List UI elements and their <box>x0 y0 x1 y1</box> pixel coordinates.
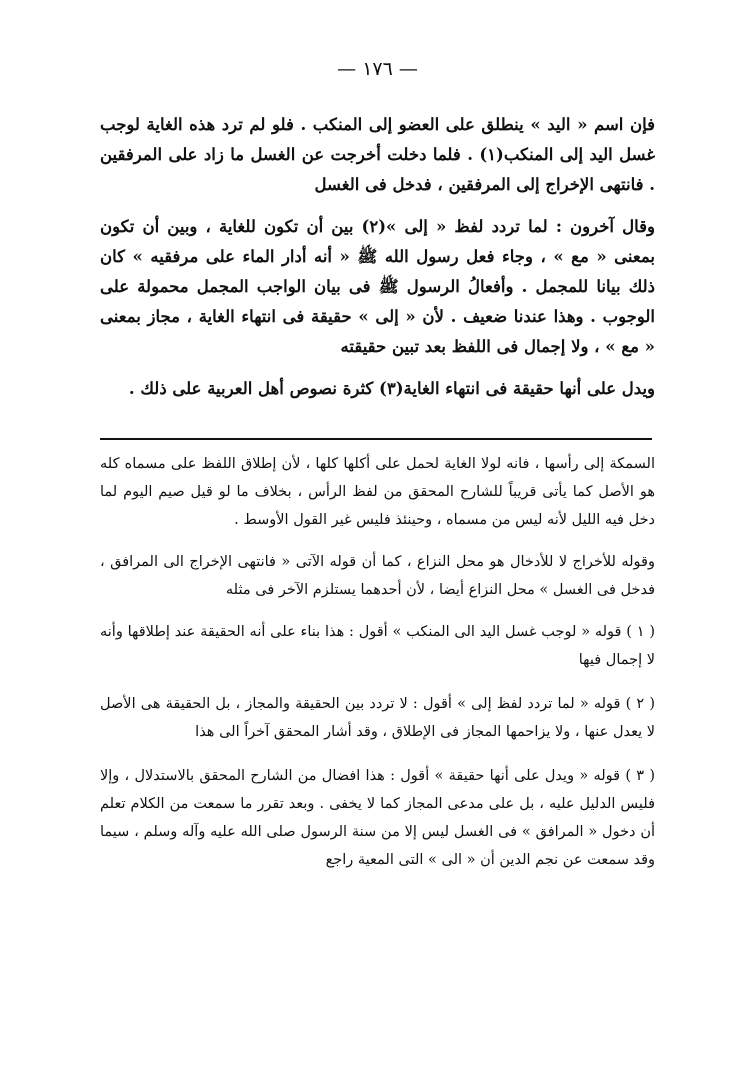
page-number: — ١٧٦ — <box>337 58 418 80</box>
main-paragraph: ويدل على أنها حقيقة فى انتهاء الغاية(٣) كثرة نصوص أهل العربية على ذلك . <box>128 379 655 398</box>
footnote-item: ( ٣ ) قوله « ويدل على أنها حقيقة » أقول : هذا افضال من الشارح المحقق بالاستدلال ، وإلا فليس الدليل عليه ، بل على مدعى المجاز كما لا يخفى . وبعد تقرر ما سمعت من الكلام تعلم أن دخول « المرافق » فى الغسل ليس إلا من سنة الرسول صلى الله عليه وآله وسلم ، سيما وقد سمعت عن نجم الدين أن « الى » التى المعية راجع <box>100 768 655 868</box>
book-page <box>100 0 655 1086</box>
footnote-item: ( ٢ ) قوله « لما تردد لفظ إلى » أقول : لا تردد بين الحقيقة والمجاز ، بل الحقيقة هى الأصل لا يعدل عنها ، ولا يزاحمها المجاز فى الإطلاق ، وقد أشار المحقق آخراً الى هذا <box>100 696 655 740</box>
main-paragraph: وقال آخرون : لما تردد لفظ « إلى »(٢) بين أن تكون للغاية ، وبين أن تكون بمعنى « مع » ، وجاء فعل رسول الله ﷺ « أنه أدار الماء على مرفقيه » كان ذلك بيانا للمجمل . وأفعالُ الرسول ﷺ فى بيان الواجب المجمل محمولة على الوجوب . وهذا عندنا ضعيف . لأن « إلى » حقيقة فى انتهاء الغاية ، مجاز بمعنى « مع » ، ولا إجمال فى اللفظ بعد تبين حقيقته <box>100 217 655 356</box>
footnote-continuation: وقوله للأخراج لا للأدخال هو محل النزاع ، كما أن قوله الآتى « فانتهى الإخراج الى المرافق ، فدخل فى الغسل » محل النزاع أيضا ، لأن أحدهما يستلزم الآخر فى مثله <box>100 554 655 598</box>
footnote-item: ( ١ ) قوله « لوجب غسل اليد الى المنكب » أقول : هذا بناء على أنه الحقيقة عند إطلاقها وأنه لا إجمال فيها <box>100 624 655 668</box>
footnote-divider <box>100 438 652 440</box>
main-paragraph: فإن اسم « اليد » ينطلق على العضو إلى المنكب . فلو لم ترد هذه الغاية لوجب غسل اليد إلى المنكب(١) . فلما دخلت أخرجت عن الغسل ما زاد على المرفقين . فانتهى الإخراج إلى المرفقين ، فدخل فى الغسل <box>100 115 655 194</box>
footnote-continuation: السمكة إلى رأسها ، فانه لولا الغاية لحمل على أكلها كلها ، لأن إطلاق اللفظ على مسماه كله هو الأصل كما يأتى قريباً للشارح المحقق من لفظ الرأس ، بخلاف ما لو قيل صيم اليوم لما دخل فيه الليل لأنه ليس من مسماه ، وحينئذ فليس غير القول الأوسط . <box>100 456 655 528</box>
main-text <box>100 110 655 416</box>
footnotes <box>100 450 655 890</box>
